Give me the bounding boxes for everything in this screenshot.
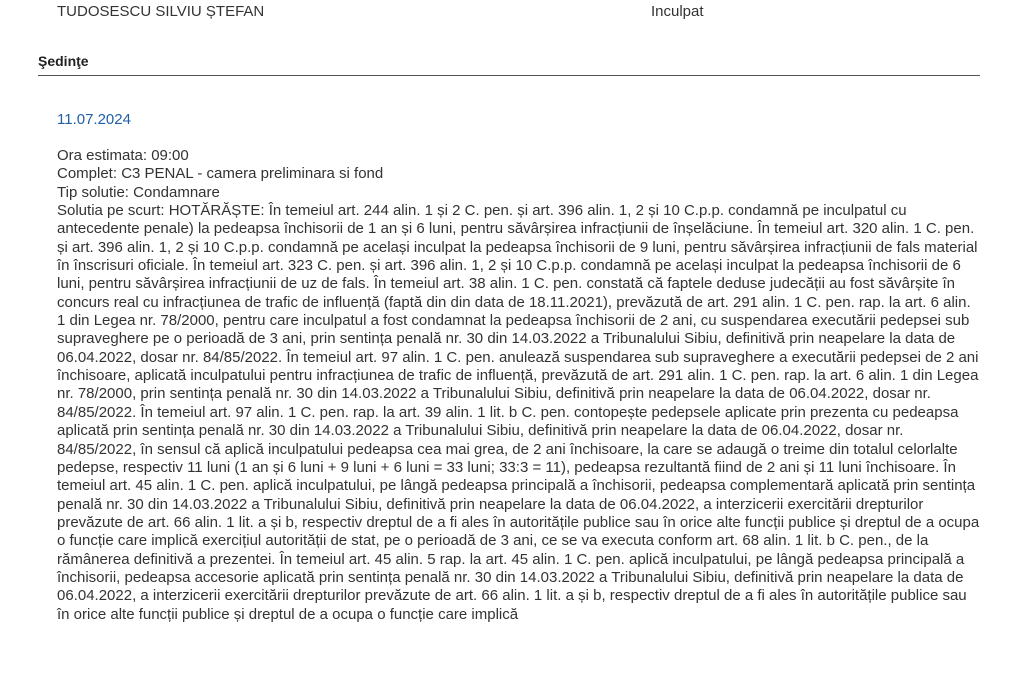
- session-solution-summary: Solutia pe scurt: HOTĂRĂȘTE: În temeiul art. 244 alin. 1 și 2 C. pen. și art. 396 alin. 1, 2 și 10 C.p.p. condamnă pe inculpatul cu antecedente penale) la pedeapsa închisorii de 1 an și 6 luni, pentru săvârșirea infracțiunii de înșelăciune. În temeiul art. 320 alin. 1 C. pen. și art. 396 alin. 1, 2 și 10 C.p.p. condamnă pe același inculpat la pedeapsa închisorii de 9 luni, pentru săvârșirea infracțiunii de fals material în înscrisuri oficiale. În temeiul art. 323 C. pen. și art. 396 alin. 1, 2 și 10 C.p.p. condamnă pe același inculpat la pedeapsa închisorii de 6 luni, pentru săvârșirea infracțiunii de uz de fals. În temeiul art. 38 alin. 1 C. pen. constată că faptele deduse judecății au fost săvârșite în concurs real cu infracțiunea de trafic de influență (faptă din din data de 18.11.2021), prevăzută de art. 291 alin. 1 C. pen. rap. la art. 6 alin. 1 din Legea nr. 78/2000, pentru care inculpatul a fost condamnat la pedeapsa închisorii de 2 ani, cu suspendarea executării pedepsei sub supraveghere pe o perioadă de 3 ani, prin sentința penală nr. 30 din 14.03.2022 a Tribunalului Sibiu, definitivă prin neapelare la data de 06.04.2022, dosar nr. 84/85/2022. În temeiul art. 97 alin. 1 C. pen. anulează suspendarea sub supraveghere a executării pedepsei de 2 ani închisoare, aplicată inculpatului pentru infracțiunea de trafic de influență, prevăzută de art. 291 alin. 1 C. pen. rap. la art. 6 alin. 1 din Legea nr. 78/2000, prin sentința penală nr. 30 din 14.03.2022 a Tribunalului Sibiu, definitivă prin neapelare la data de 06.04.2022, dosar nr. 84/85/2022. În temeiul art. 97 alin. 1 C. pen. rap. la art. 39 alin. 1 lit. b C. pen. contopește pedepsele aplicate prin prezenta cu pedeapsa aplicată prin sentința penală nr. 30 din 14.03.2022 a Tribunalului Sibiu, definitivă prin neapelare la data de 06.04.2022, dosar nr. 84/85/2022, în sensul că aplică inculpatului pedeapsa cea mai grea, de 2 ani închisoare, la care se adaugă o treime din totalul celorlalte pedepse, respectiv 11 luni (1 an și 6 luni + 9 luni + 6 luni = 33 luni; 33:3 = 11), pedeapsa rezultantă fiind de 2 ani și 11 luni închisoare. În temeiul art. 45 alin. 1 C. pen. aplică inculpatului, pe lângă pedeapsa principală a închisorii, pedeapsa complementară aplicată prin sentința penală nr. 30 din 14.03.2022 a Tribunalului Sibiu, definitivă prin neapelare la data de 06.04.2022, a interzicerii exercitării drepturilor prevăzute de art. 66 alin. 1 lit. a și b, respectiv dreptul de a fi ales în autoritățile publice sau în orice alte funcții publice și dreptul de a ocupa o funcție care implică exercițiul autorității de stat, pe o perioadă de 3 ani, ce se va executa conform art. 68 alin. 1 lit. b C. pen., de la rămânerea definitivă a prezentei. În temeiul art. 45 alin. 5 rap. la art. 45 alin. 1 C. pen. aplică inculpatului, pe lângă pedeapsa principală a închisorii, pedeapsa accesorie aplicată prin sentința penală nr. 30 din 14.03.2022 a Tribunalului Sibiu, definitivă prin neapelare la data de 06.04.2022, a interzicerii exercitării drepturilor prevăzute de art. 66 alin. 1 lit. a și b, respectiv dreptul de a fi ales în autoritățile publice sau în orice alte funcții publice și dreptul de a ocupa o funcție care implică: [57, 202, 980, 623]
- session-date: 11.07.2024: [57, 111, 131, 128]
- party-name: TUDOSESCU SILVIU ȘTEFAN: [57, 3, 265, 20]
- session-details: [57, 147, 982, 624]
- section-title: Şedinţe: [38, 53, 89, 69]
- session-time: Ora estimata: 09:00: [57, 147, 189, 164]
- section-divider: [38, 75, 980, 76]
- party-role: Inculpat: [651, 3, 704, 20]
- session-panel: Complet: C3 PENAL - camera preliminara si fond: [57, 165, 384, 183]
- party-row: [57, 2, 984, 24]
- session-solution-type: Tip solutie: Condamnare: [57, 183, 220, 201]
